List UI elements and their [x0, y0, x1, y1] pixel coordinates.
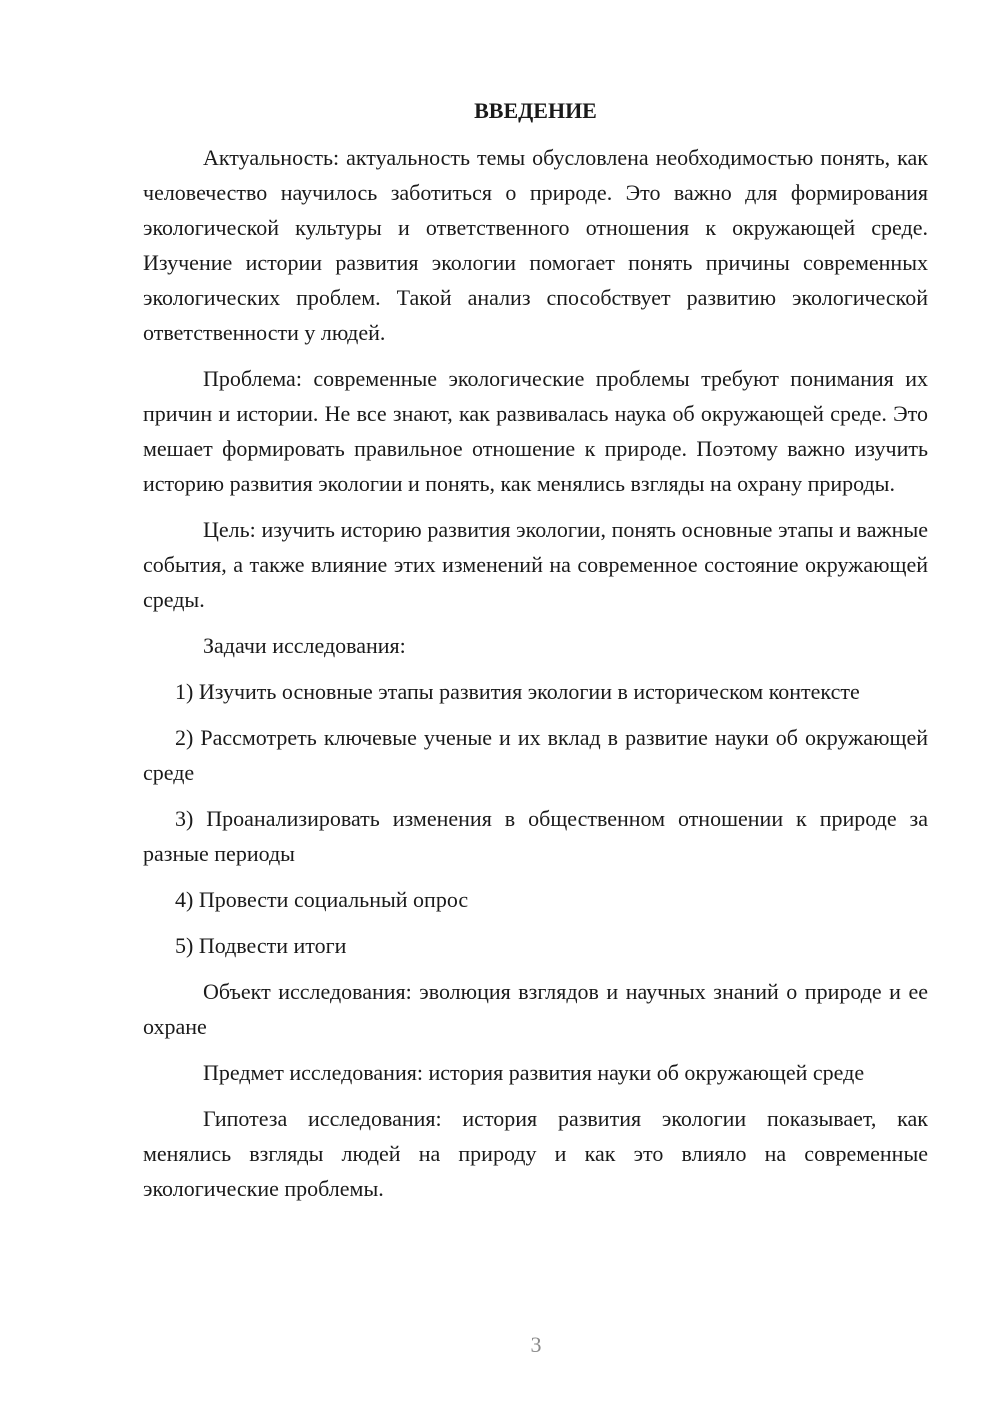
tasks-heading: Задачи исследования: [203, 633, 406, 658]
task-item: 5) Подвести итоги [175, 933, 347, 958]
task-item: 3) Проанализировать изменения в общественном отношении к природе за разные периоды [143, 806, 928, 866]
hypothesis-paragraph: Гипотеза исследования: история развития экологии показывает, как менялись взгляды людей на природу и как это влияло на современные экологические проблемы. [143, 1106, 928, 1201]
goal-paragraph: Цель: изучить историю развития экологии, понять основные этапы и важные события, а также влияние этих изменений на современное состояние окружающей среды. [143, 517, 928, 612]
document-page [143, 96, 928, 1217]
object-paragraph: Объект исследования: эволюция взглядов и научных знаний о природе и ее охране [143, 979, 928, 1039]
section-title: ВВЕДЕНИЕ [474, 98, 597, 123]
tasks-list [143, 674, 928, 963]
page-number: 3 [530, 1332, 542, 1357]
task-item: 2) Рассмотреть ключевые ученые и их вклад в развитие науки об окружающей среде [143, 725, 928, 785]
task-item: 4) Провести социальный опрос [175, 887, 469, 912]
task-item: 1) Изучить основные этапы развития экологии в историческом контексте [175, 679, 860, 704]
problem-paragraph: Проблема: современные экологические проблемы требуют понимания их причин и истории. Не все знают, как развивалась наука об окружающей среде. Это мешает формировать правильное отношение к природе. Поэтому важно изучить историю развития экологии и понять, как менялись взгляды на охрану природы. [143, 366, 928, 496]
subject-paragraph: Предмет исследования: история развития науки об окружающей среде [203, 1060, 865, 1085]
relevance-paragraph: Актуальность: актуальность темы обусловлена необходимостью понять, как человечество научилось заботиться о природе. Это важно для формирования экологической культуры и ответственного отношения к окружающей среде. Изучение истории развития экологии помогает понять причины современных экологических проблем. Такой анализ способствует развитию экологической ответственности у людей. [143, 145, 928, 345]
